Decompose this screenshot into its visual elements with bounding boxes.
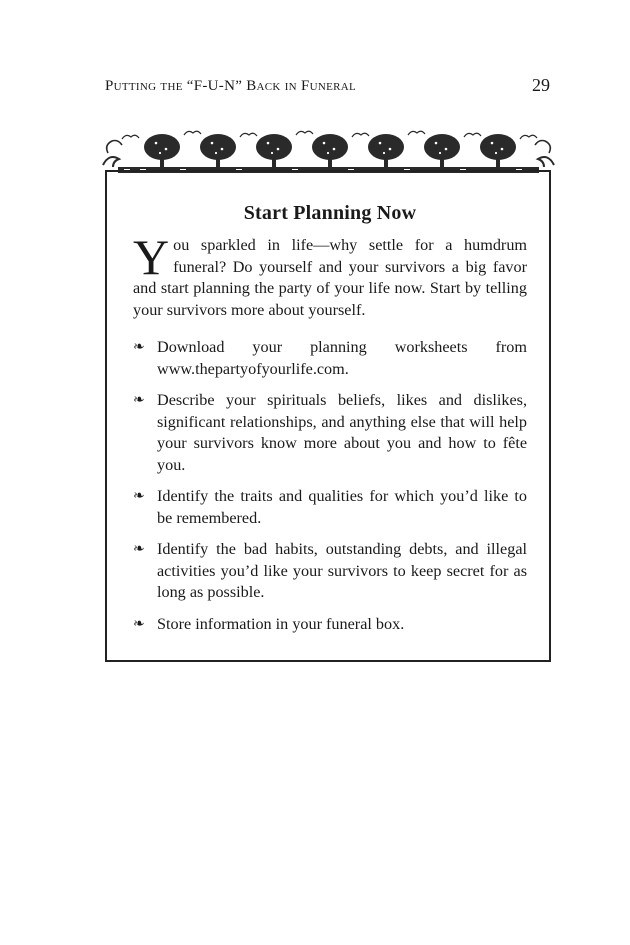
fleuron-bullet-icon: ❧ [133,340,145,355]
list-item [133,486,527,529]
list-item-text: Describe your spirituals beliefs, likes and dislikes, significant relationships, and anything else that will help your survivors know more about you and how to fête you. [157,391,527,474]
fleuron-bullet-icon: ❧ [133,542,145,557]
page-number: 29 [532,75,550,95]
drop-cap: Y [133,229,170,285]
list-item-text: Store information in your funeral box. [157,614,405,633]
intro-paragraph [133,229,527,321]
list-item-text: Download your planning worksheets from www.thepartyofyourlife.com. [157,338,527,378]
fleuron-bullet-icon: ❧ [133,616,145,632]
bullet-list [133,337,527,635]
sidebar-box [105,170,551,662]
list-item-text: Identify the traits and qualities for which you’d like to be remembered. [157,487,527,527]
list-item [133,614,527,636]
running-title: Putting the “F-U-N” Back in Funeral [105,78,357,94]
list-item [133,539,527,604]
intro-text: ou sparkled in life—why settle for a humdrum funeral? Do yourself and your survivors a big favor and start planning the party of your life now. Start by telling your survivors more about yourself. [133,236,527,319]
list-item [133,390,527,476]
fleuron-bullet-icon: ❧ [133,393,145,408]
fleuron-bullet-icon: ❧ [133,489,145,504]
sidebar-title: Start Planning Now [243,202,417,224]
list-item-text: Identify the bad habits, outstanding debts, and illegal activities you’d like your survivors to keep secret for as long as possible. [157,540,527,601]
list-item [133,337,527,380]
sidebar-content [133,202,527,645]
running-head [105,75,550,98]
